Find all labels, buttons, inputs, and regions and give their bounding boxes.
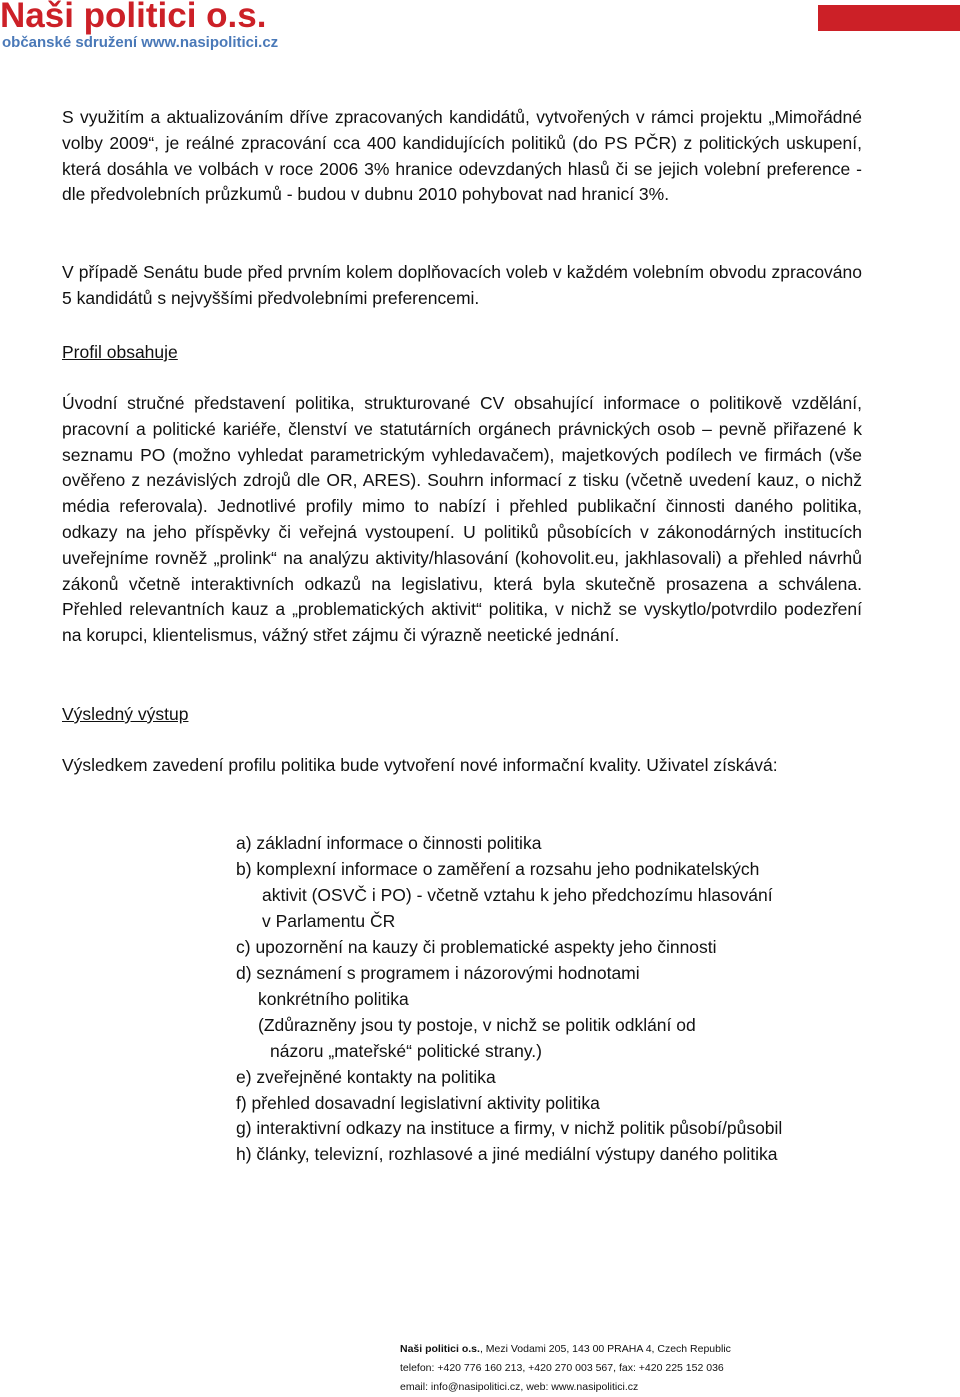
logo-subtitle: občanské sdružení www.nasipolitici.cz: [2, 34, 279, 51]
list-item-b-line3: v Parlamentu ČR: [262, 911, 396, 931]
footer-org: Naši politici o.s.: [400, 1343, 480, 1355]
list-item-d-line2: konkrétního politika: [258, 989, 409, 1009]
list-item-f: f) přehled dosavadní legislativní aktivity politika: [236, 1093, 600, 1113]
list-item-a: a) základní informace o činnosti politika: [236, 833, 542, 853]
footer-contact: email: info@nasipolitici.cz, web: www.nasipolitici.cz: [400, 1381, 639, 1393]
footer-address: [400, 1340, 731, 1359]
footer-phones: telefon: +420 776 160 213, +420 270 003 567, fax: +420 225 152 036: [400, 1362, 724, 1374]
list-item-h: h) články, televizní, rozhlasové a jiné mediální výstupy daného politika: [236, 1144, 778, 1164]
header-red-bar: [818, 5, 960, 31]
intro-paragraph: S využitím a aktualizováním dříve zpracovaných kandidátů, vytvořených v rámci projektu „Mimořádné volby 2009“, je reálné zpracování cca 400 kandidujících politiků (do PS PČR) z politických uskupení, která dosáhla ve volbách v roce 2006 3% hranice odevzdaných hlasů či se jejich volební preference - dle předvolebních průzkumů - budou v dubnu 2010 pohybovat nad hranicí 3%.: [62, 107, 862, 205]
list-item-d-line3: (Zdůrazněny jsou ty postoje, v nichž se politik odklání od: [258, 1015, 696, 1035]
output-paragraph: Výsledkem zavedení profilu politika bude vytvoření nové informační kvality. Uživatel získává:: [62, 755, 778, 775]
list-item-g: g) interaktivní odkazy na instituce a firmy, v nichž politik působí/působil: [236, 1118, 783, 1138]
footer: [400, 1340, 731, 1397]
logo-title: Naši politici o.s.: [0, 0, 267, 35]
heading-profile: Profil obsahuje: [62, 342, 178, 362]
profile-paragraph: Úvodní stručné představení politika, strukturované CV obsahující informace o politikově vzdělání, pracovní a politické kariéře, členství ve statutárních orgánech právnických osob – pevně přiřazené k seznamu PO (možno vyhledat parametrickým vyhledavačem), majetkových podílech ve firmách (vše ověřeno z nezávislých zdrojů dle OR, ARES). Souhrn informací z tisku (včetně uvedení kauz, o nichž média referovala). Jednotlivé profily mimo to nabízí i přehled publikační činnosti daného politika, odkazy na jeho příspěvky či veřejná vystoupení. U politiků působících v zákonodárných institucích uveřejníme rovněž „prolink“ na analýzu aktivity/hlasování (kohovolit.eu, jakhlasovali) a přehled návrhů zákonů včetně interaktivních odkazů na legislativu, která byla skutečně prosazena a schválena. Přehled relevantních kauz a „problematických aktivit“ politika, v nichž se vyskytlo/potvrdilo podezření na korupci, klientelismus, vážný střet zájmu či výrazně neetické jednání.: [62, 393, 862, 646]
list-item-b-line2: aktivit (OSVČ i PO) - včetně vztahu k jeho předchozímu hlasování: [262, 885, 773, 905]
list-item-b: b) komplexní informace o zaměření a rozsahu jeho podnikatelských: [236, 859, 760, 879]
footer-address-text: , Mezi Vodami 205, 143 00 PRAHA 4, Czech Republic: [479, 1343, 731, 1355]
heading-output: Výsledný výstup: [62, 704, 189, 724]
senate-paragraph: V případě Senátu bude před prvním kolem doplňovacích voleb v každém volebním obvodu zpracováno 5 kandidátů s nejvyššími předvolebními preferencemi.: [62, 262, 862, 308]
list-item-d: d) seznámení s programem i názorovými hodnotami: [236, 963, 640, 983]
list-item-e: e) zveřejněné kontakty na politika: [236, 1067, 496, 1087]
list-item-d-line4: názoru „mateřské“ politické strany.): [270, 1041, 542, 1061]
list-item-c: c) upozornění na kauzy či problematické aspekty jeho činnosti: [236, 937, 717, 957]
